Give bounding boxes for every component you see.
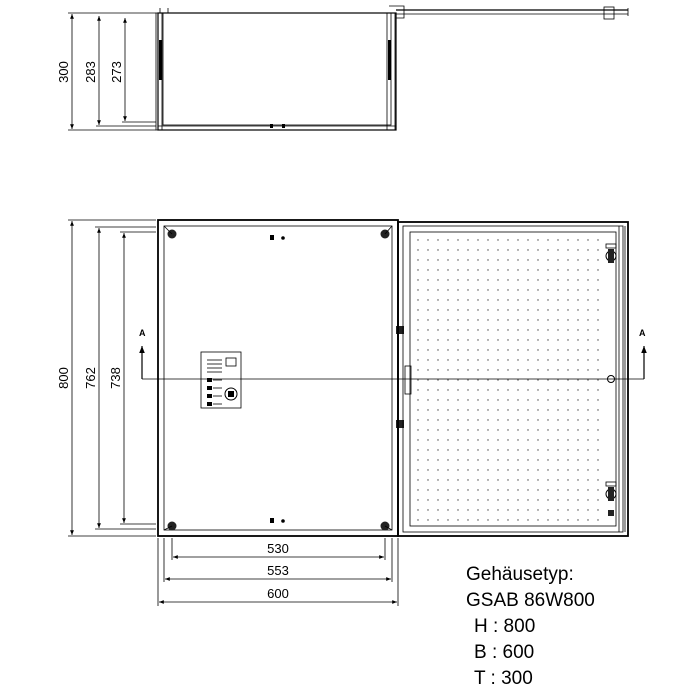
section-mark-right: A bbox=[639, 328, 646, 338]
front-view-inner-frame bbox=[164, 226, 392, 530]
top-view bbox=[56, 6, 628, 130]
spec-width: B : 600 bbox=[474, 642, 535, 663]
door-perforation-grid bbox=[417, 239, 598, 520]
door-lock-upper bbox=[606, 244, 616, 263]
top-view-left-hinge-block bbox=[159, 40, 162, 80]
dim-label-283: 283 bbox=[83, 61, 98, 83]
dim-label-800: 800 bbox=[56, 367, 71, 389]
top-view-inner-wall bbox=[163, 13, 391, 125]
top-view-right-hinge-block bbox=[388, 40, 391, 80]
dim-label-762: 762 bbox=[83, 367, 98, 389]
spec-model: GSAB 86W800 bbox=[466, 590, 595, 611]
housing-spec-block bbox=[466, 562, 696, 692]
dim-label-738: 738 bbox=[108, 367, 123, 389]
spec-depth: T : 300 bbox=[474, 668, 533, 689]
dim-label-600: 600 bbox=[267, 586, 289, 601]
label-plate bbox=[201, 352, 241, 408]
dim-label-530: 530 bbox=[267, 541, 289, 556]
section-mark-left: A bbox=[139, 328, 146, 338]
spec-heading: Gehäusetyp: bbox=[466, 564, 574, 585]
dim-label-300: 300 bbox=[56, 61, 71, 83]
dim-label-273: 273 bbox=[109, 61, 124, 83]
spec-height: H : 800 bbox=[474, 616, 536, 637]
door-lock-lower bbox=[606, 482, 616, 501]
front-view-body bbox=[158, 220, 398, 536]
dim-label-553: 553 bbox=[267, 563, 289, 578]
top-view-body bbox=[158, 13, 396, 130]
front-view bbox=[56, 220, 646, 606]
top-view-door-lock bbox=[604, 7, 614, 19]
